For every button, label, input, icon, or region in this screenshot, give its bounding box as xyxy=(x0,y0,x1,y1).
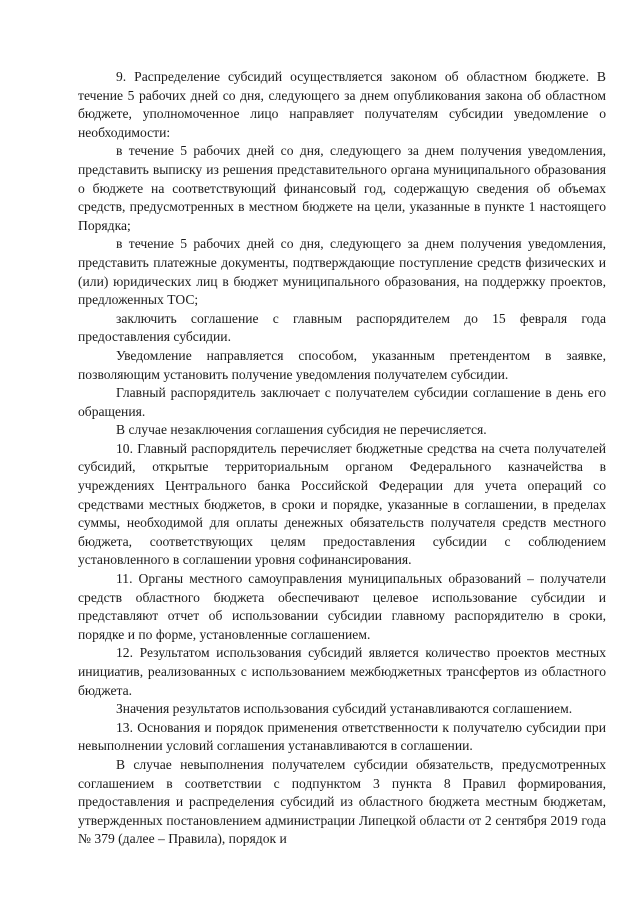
paragraph-notification-method: Уведомление направляется способом, указанным претендентом в заявке, позволяющим установить получение уведомления получателем субсидии. xyxy=(78,347,606,382)
paragraph-non-fulfillment: В случае невыполнения получателем субсидии обязательств, предусмотренных соглашением в соответствии с подпунктом 3 пункта 8 Правил формирования, предоставления и распределения субсидий из областного бюджета местным бюджетам, утвержденных постановлением администрации Липецкой области от 2 сентября 2019 года № 379 (далее – Правила), порядок и xyxy=(78,756,606,847)
paragraph-9-intro: 9. Распределение субсидий осуществляется законом об областном бюджете. В течение 5 рабочих дней со дня, следующего за днем опубликования закона об областном бюджете, уполномоченное лицо направляет получателям субсидии уведомление о необходимости: xyxy=(78,69,606,140)
document-body xyxy=(78,68,606,849)
paragraph-10: 10. Главный распорядитель перечисляет бюджетные средства на счета получателей субсидий, открытые территориальным органом Федерального казначейства в учреждениях Центрального банка Российской Федерации для учета операций со средствами местных бюджетов, в сроки и порядке, указанные в соглашении, в пределах суммы, необходимой для оплаты денежных обязательств получателя средств местного бюджета, соответствующих целям предоставления субсидии с соблюдением установленного в соглашении уровня софинансирования. xyxy=(78,440,606,568)
paragraph-payment-documents: в течение 5 рабочих дней со дня, следующего за днем получения уведомления, представить платежные документы, подтверждающие поступление средств физических и (или) юридических лиц в бюджет муниципального образования, на поддержку проектов, предложенных ТОС; xyxy=(78,236,606,308)
paragraph-agreement-day: Главный распорядитель заключает с получателем субсидии соглашение в день его обращения. xyxy=(78,385,606,419)
paragraph-no-agreement: В случае незаключения соглашения субсидия не перечисляется. xyxy=(116,422,487,438)
paragraph-12: 12. Результатом использования субсидий является количество проектов местных инициатив, реализованных с использованием межбюджетных трансфертов из областного бюджета. xyxy=(78,645,606,698)
paragraph-13: 13. Основания и порядок применения ответственности к получателю субсидии при невыполнении условий соглашения устанавливаются в соглашении. xyxy=(78,719,606,754)
paragraph-results-values: Значения результатов использования субсидий устанавливаются соглашением. xyxy=(116,701,573,717)
paragraph-conclude-agreement: заключить соглашение с главным распорядителем до 15 февраля года предоставления субсидии. xyxy=(78,310,606,345)
paragraph-11: 11. Органы местного самоуправления муниципальных образований – получатели средств областного бюджета обеспечивают целевое использование субсидии и представляют отчет об использовании субсидии главному распорядителю в сроки, порядке и по форме, установленные соглашением. xyxy=(78,571,606,642)
paragraph-budget-extract: в течение 5 рабочих дней со дня, следующего за днем получения уведомления, представить выписку из решения представительного органа муниципального образования о бюджете на соответствующий финансовый год, содержащую сведения об объемах средств, предусмотренных в местном бюджете на цели, указанные в пункте 1 настоящего Порядка; xyxy=(78,143,606,233)
